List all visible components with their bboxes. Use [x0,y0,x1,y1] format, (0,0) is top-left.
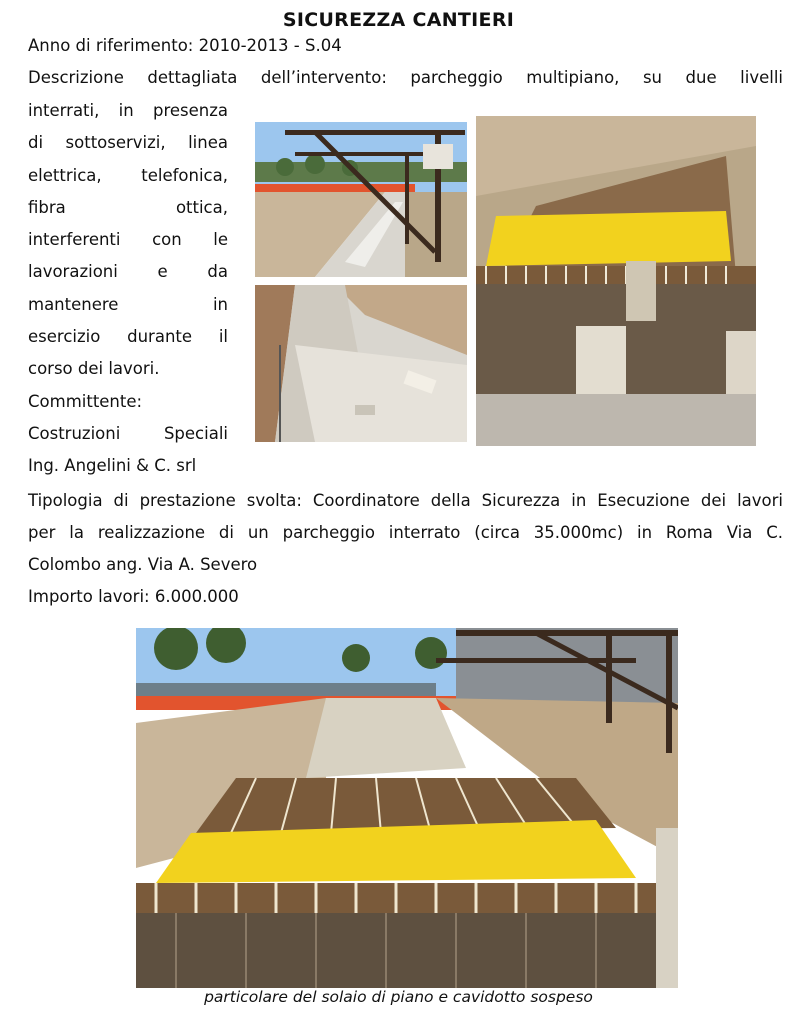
descrizione-line: corso dei lavori. [28,359,160,379]
committente-line: Costruzioni Speciali [28,423,228,443]
page-title: SICUREZZA CANTIERI [282,9,515,31]
photo-caption: particolare del solaio di piano e cavidotto sospeso [204,988,593,1006]
descrizione-first-line: Descrizione dettagliata dell’intervento: parcheggio multipiano, su due livelli [28,68,783,87]
descrizione-line: esercizio durante il [28,327,228,347]
descrizione-line: lavorazioni e da [28,262,228,282]
tipologia-line: Tipologia di prestazione svolta: Coordinatore della Sicurezza in Esecuzione dei lavori [28,491,783,510]
committente-line: Ing. Angelini & C. srl [28,456,197,476]
tipologia-line: per la realizzazione di un parcheggio interrato (circa 35.000mc) in Roma Via C. [28,523,783,542]
photo-site-overview [136,628,678,988]
descrizione-column [28,100,228,488]
descrizione-line: di sottoservizi, linea [28,133,228,153]
descrizione-line: interferenti con le [28,230,228,250]
photo-excavation-floor [255,285,467,442]
photo-formwork-deck [476,116,756,446]
descrizione-line: interrati, in presenza [28,101,228,120]
descrizione-line: fibra ottica, [28,197,228,217]
committente-label: Committente: [28,391,143,411]
tipologia-line: Colombo ang. Via A. Severo [28,555,258,574]
descrizione-line: elettrica, telefonica, [28,165,228,185]
photo-steel-beams [255,122,467,277]
descrizione-line: mantenere in [28,294,228,314]
importo-lavori: Importo lavori: 6.000.000 [28,587,239,606]
anno-riferimento: Anno di riferimento: 2010-2013 - S.04 [28,36,342,55]
